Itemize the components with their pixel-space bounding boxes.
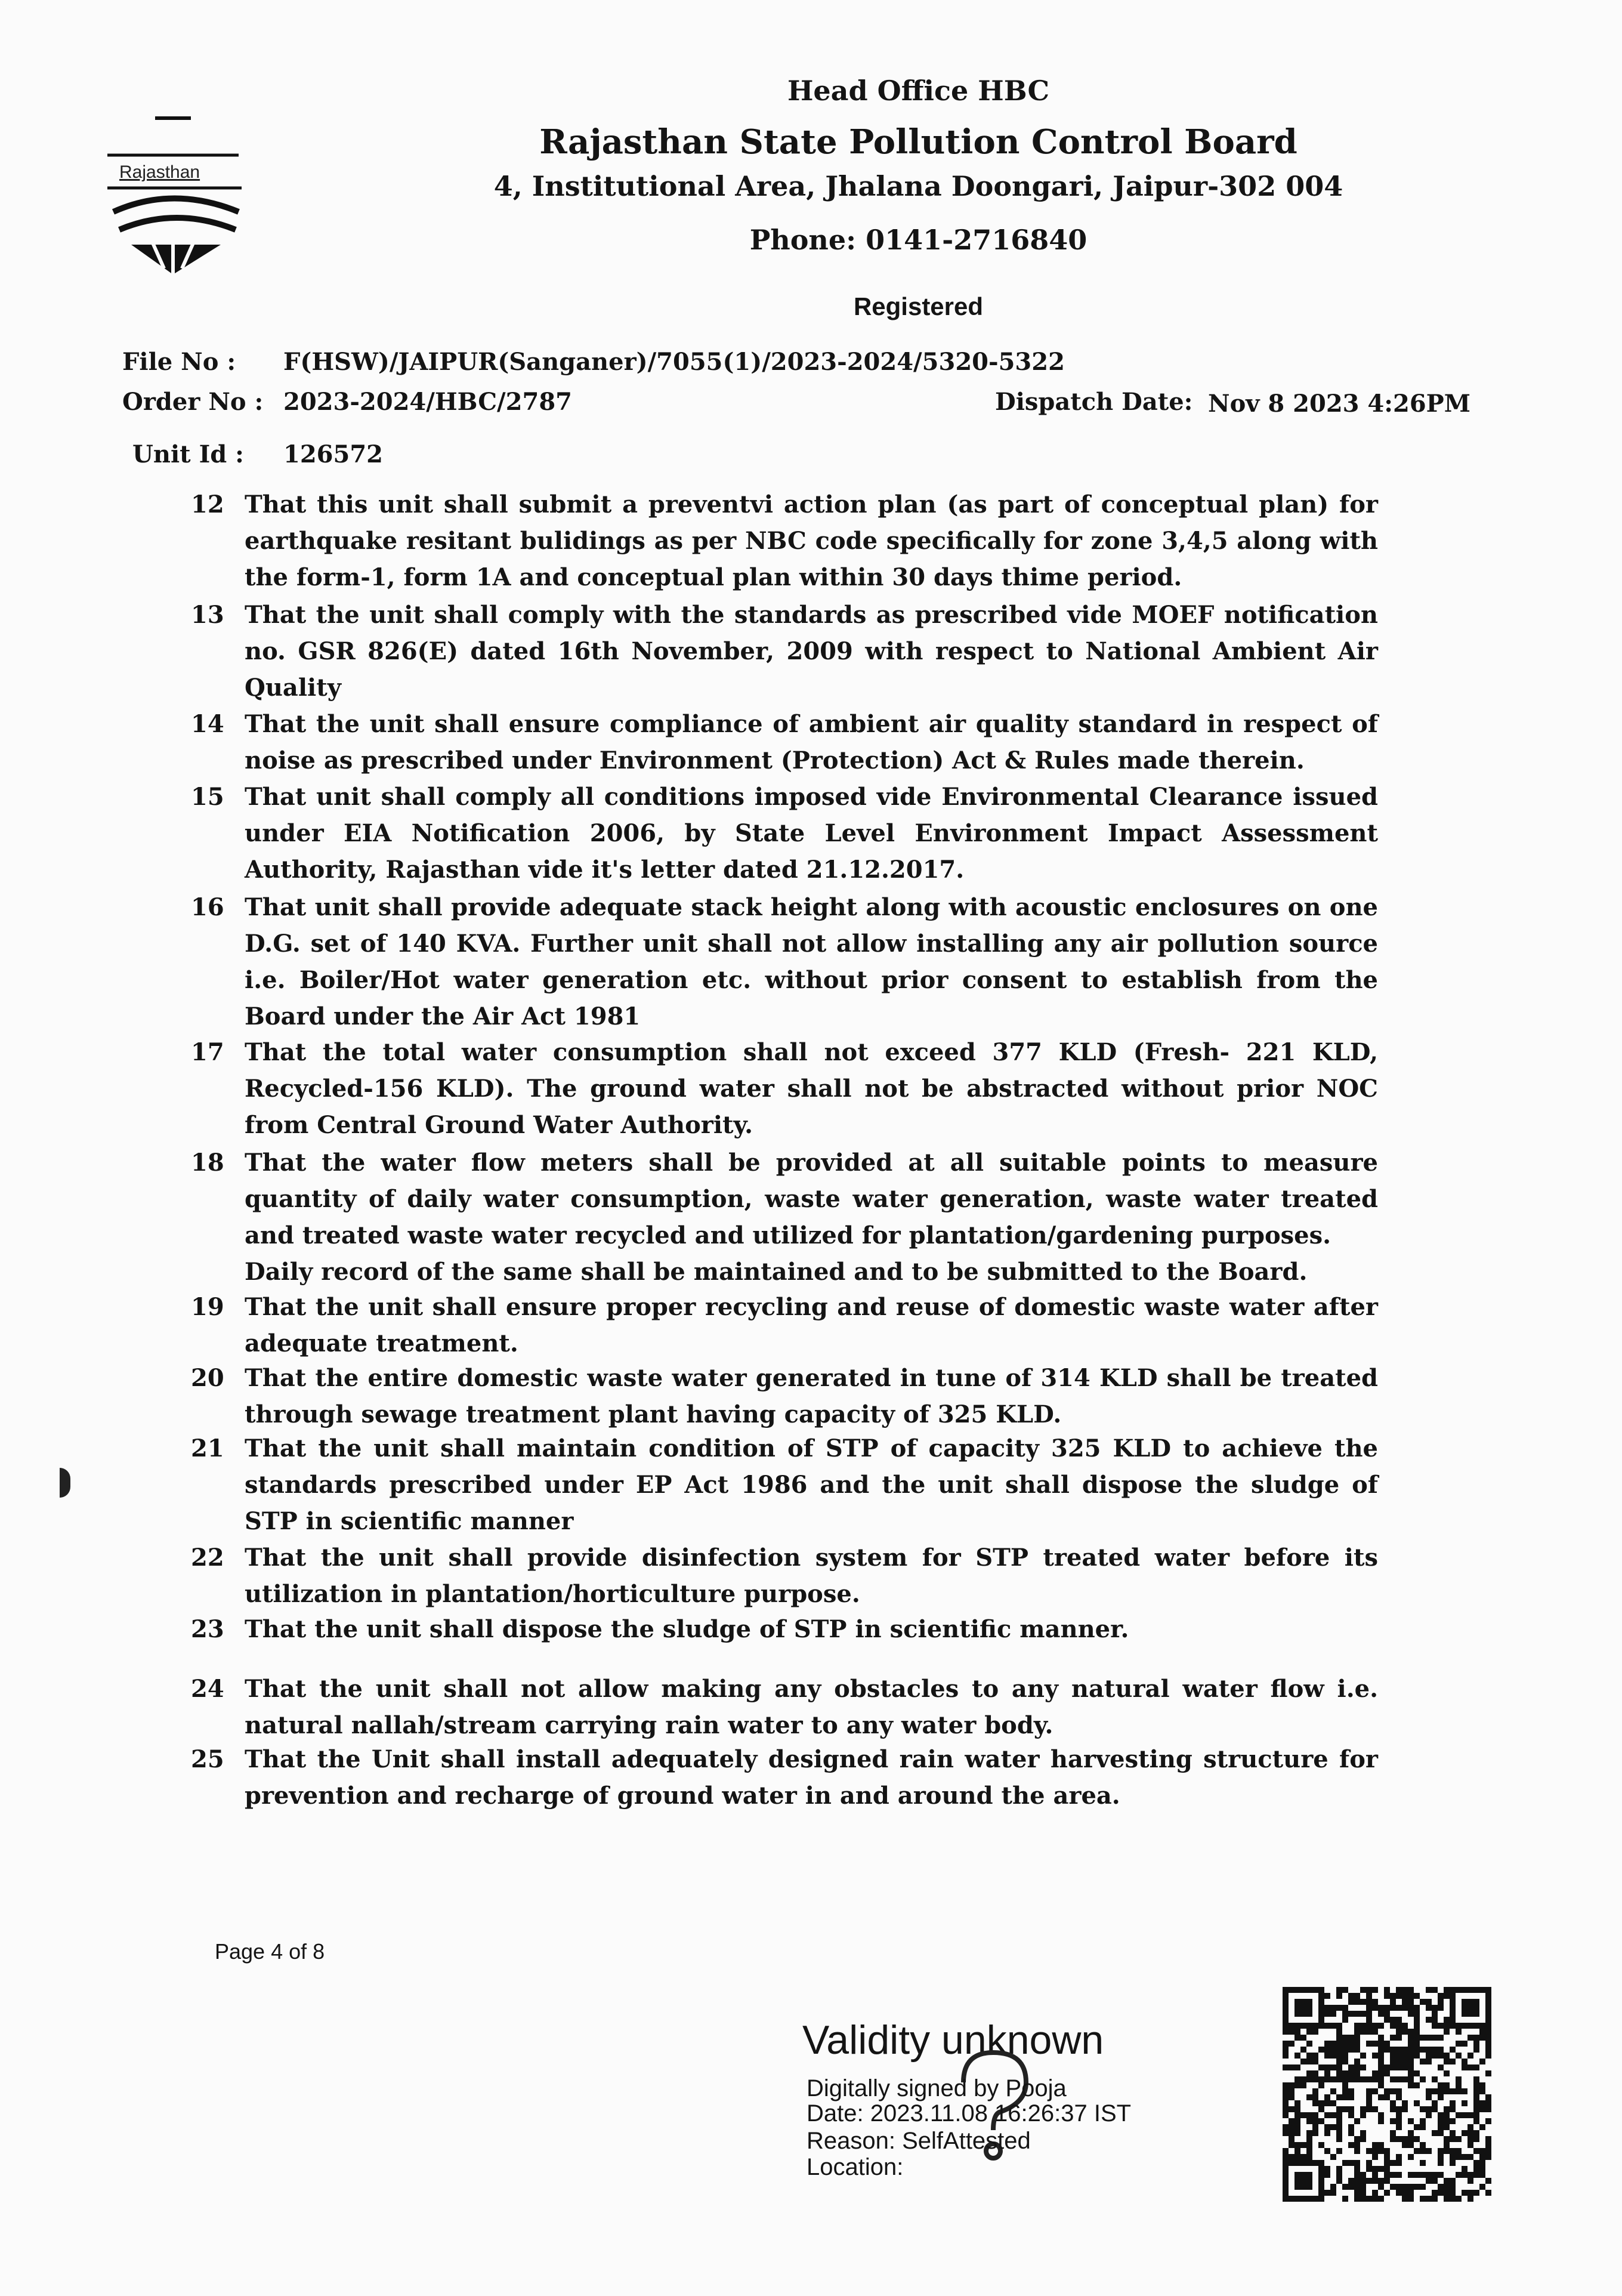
condition-text: That unit shall provide adequate stack height along with acoustic enclosures on one D.G. set of 140 KVA. Further unit shall not allow installing any air pollution source i.e. Boiler/Hot water generation etc. without prior consent to establish from the Board under the Air Act 1981 — [245, 893, 1378, 1030]
condition-number: 17 — [191, 1038, 224, 1066]
page-number: Page 4 of 8 — [215, 1939, 325, 1964]
signature-location: Location: — [807, 2154, 904, 2180]
dispatch-date-value: Nov 8 2023 4:26PM — [1208, 390, 1471, 418]
condition-number: 21 — [191, 1434, 224, 1462]
condition-number: 24 — [191, 1675, 224, 1703]
registered-label: Registered — [853, 292, 984, 320]
file-no-label: File No : — [122, 348, 236, 376]
condition-number: 16 — [191, 893, 224, 921]
condition-number: 14 — [191, 710, 224, 738]
condition-extra-text: Daily record of the same shall be maintained and to be submitted to the Board. — [245, 1258, 1308, 1286]
condition-text: That the unit shall comply with the standards as prescribed vide MOEF notification no. GSR 826(E) dated 16th November, 2009 with respect to National Ambient Air Quality — [245, 601, 1378, 702]
condition-text: That unit shall comply all conditions imposed vide Environmental Clearance issued under EIA Notification 2006, by State Level Environment Impact Assessment Authority, Rajasthan vide it's letter dated 21.12.2017. — [245, 783, 1378, 884]
condition-number: 22 — [191, 1544, 224, 1572]
condition-text: That the Unit shall install adequately designed rain water harvesting structure for prevention and recharge of ground water in and around the area. — [245, 1745, 1378, 1810]
condition-number: 13 — [191, 601, 224, 629]
signature-signed-by: Digitally signed by Pooja — [807, 2075, 1067, 2101]
condition-text: That the unit shall maintain condition of STP of capacity 325 KLD to achieve the standards prescribed under EP Act 1986 and the unit shall dispose the sludge of STP in scientific manner — [245, 1434, 1378, 1535]
scan-artifact — [60, 1468, 70, 1498]
condition-number: 25 — [191, 1745, 224, 1773]
signature-reason: Reason: SelfAttested — [807, 2128, 1031, 2154]
signature-validity: Validity unknown — [802, 2017, 1104, 2063]
condition-text: That the total water consumption shall not exceed 377 KLD (Fresh- 221 KLD, Recycled-156 KLD). The ground water shall not be abstracted without prior NOC from Central Ground Water Authority. — [245, 1038, 1378, 1139]
signature-date: Date: 2023.11.08 16:26:37 IST — [807, 2100, 1132, 2127]
condition-text: That this unit shall submit a preventvi action plan (as part of conceptual plan) for earthquake resitant bulidings as per NBC code specifically for zone 3,4,5 along with the form-1, form 1A and conceptual plan within 30 days thime period. — [245, 490, 1378, 591]
unit-id-value: 126572 — [283, 440, 383, 468]
condition-text: That the unit shall ensure compliance of ambient air quality standard in respect of noise as prescribed under Environment (Protection) Act & Rules made therein. — [245, 710, 1378, 774]
condition-text: That the water flow meters shall be provided at all suitable points to measure quantity of daily water consumption, waste water generation, waste water treated and treated waste water recycled and utilized for plantation/gardening purposes. — [245, 1149, 1378, 1249]
order-no-value: 2023-2024/HBC/2787 — [283, 388, 572, 416]
condition-text: That the entire domestic waste water generated in tune of 314 KLD shall be treated through sewage treatment plant having capacity of 325 KLD. — [245, 1364, 1378, 1428]
condition-number: 20 — [191, 1364, 224, 1392]
condition-number: 19 — [191, 1293, 224, 1321]
condition-number: 12 — [191, 490, 224, 519]
board-name: Rajasthan State Pollution Control Board — [539, 122, 1297, 162]
logo-text: Rajasthan — [119, 162, 200, 182]
condition-number: 15 — [191, 783, 224, 811]
file-no-value: F(HSW)/JAIPUR(Sanganer)/7055(1)/2023-2024/5320-5322 — [283, 348, 1065, 376]
order-no-label: Order No : — [122, 388, 264, 416]
condition-text: That the unit shall not allow making any obstacles to any natural water flow i.e. natural nallah/stream carrying rain water to any water body. — [245, 1675, 1378, 1739]
condition-text: That the unit shall ensure proper recycling and reuse of domestic waste water after adequate treatment. — [245, 1293, 1378, 1357]
board-phone: Phone: 0141-2716840 — [749, 224, 1087, 256]
qr-code — [1283, 1987, 1491, 2202]
condition-text: That the unit shall provide disinfection system for STP treated water before its utilization in plantation/horticulture purpose. — [245, 1544, 1378, 1608]
condition-text: That the unit shall dispose the sludge of STP in scientific manner. — [245, 1615, 1129, 1643]
office-name: Head Office HBC — [787, 75, 1050, 107]
board-address: 4, Institutional Area, Jhalana Doongari, Jaipur-302 004 — [493, 170, 1343, 202]
condition-number: 18 — [191, 1149, 224, 1177]
dispatch-date-label: Dispatch Date: — [995, 388, 1193, 416]
unit-id-label: Unit Id : — [132, 440, 244, 468]
condition-number: 23 — [191, 1615, 224, 1643]
